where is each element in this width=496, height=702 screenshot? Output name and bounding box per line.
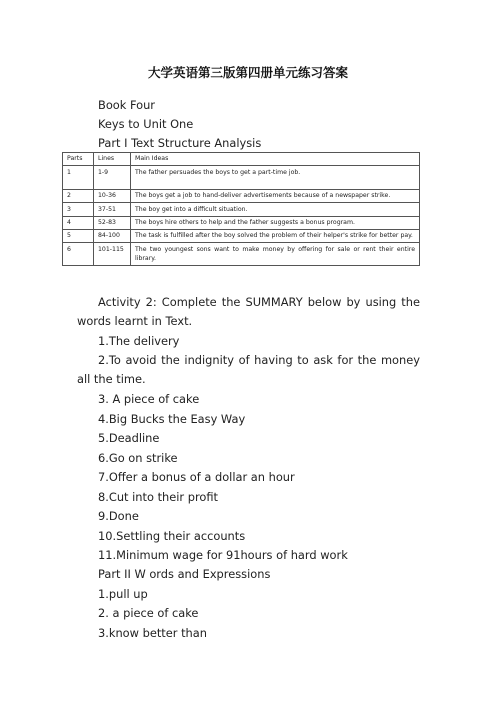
summary-item: 4.Big Bucks the Easy Way xyxy=(98,412,246,426)
summary-item: 5.Deadline xyxy=(98,431,160,445)
table-cell-lines: 84-100 xyxy=(94,229,131,242)
table-cell-lines: 101-115 xyxy=(94,243,131,266)
part1-heading: Part I Text Structure Analysis xyxy=(98,136,262,150)
summary-item: 8.Cut into their profit xyxy=(98,490,219,504)
part2-heading: Part II W ords and Expressions xyxy=(98,567,271,581)
table-cell-lines: 37-51 xyxy=(94,203,131,216)
table-cell-part: 1 xyxy=(63,166,94,190)
table-cell-part: 5 xyxy=(63,229,94,242)
summary-item: 10.Settling their accounts xyxy=(98,529,246,543)
summary-item: 1.The delivery xyxy=(98,334,180,348)
summary-item: 9.Done xyxy=(98,509,139,523)
table-cell-idea: The boys get a job to hand-deliver advertisements because of a newspaper strike. xyxy=(131,190,420,203)
table-header-row xyxy=(63,153,420,166)
table-row xyxy=(63,229,420,242)
table-row xyxy=(63,216,420,229)
book-heading: Book Four xyxy=(98,98,155,112)
table-cell-part: 4 xyxy=(63,216,94,229)
table-cell-lines: 52-83 xyxy=(94,216,131,229)
words-item: 1.pull up xyxy=(98,587,148,601)
header-parts: Parts xyxy=(63,153,94,166)
header-lines: Lines xyxy=(94,153,131,166)
summary-item: 2.To avoid the indignity of having to ask for the money all the time. xyxy=(77,353,420,386)
table-cell-idea: The boys hire others to help and the father suggests a bonus program. xyxy=(131,216,420,229)
table-cell-lines: 10-36 xyxy=(94,190,131,203)
table-cell-part: 6 xyxy=(63,243,94,266)
summary-item: 3. A piece of cake xyxy=(98,392,200,406)
unit-heading: Keys to Unit One xyxy=(98,117,194,131)
header-main-ideas: Main Ideas xyxy=(131,153,420,166)
table-cell-idea: The boy get into a difficult situation. xyxy=(131,203,420,216)
table-cell-lines: 1-9 xyxy=(94,166,131,190)
table-cell-part: 2 xyxy=(63,190,94,203)
activity2-instruction: Activity 2: Complete the SUMMARY below by using the words learnt in Text. xyxy=(77,295,420,328)
table-row xyxy=(63,243,420,266)
table-cell-idea: The task is fulfilled after the boy solved the problem of their helper's strike for better pay. xyxy=(131,229,420,242)
table-cell-part: 3 xyxy=(63,203,94,216)
table-cell-idea: The father persuades the boys to get a part-time job. xyxy=(131,166,420,190)
table-row xyxy=(63,203,420,216)
words-item: 2. a piece of cake xyxy=(98,606,199,620)
table-row xyxy=(63,190,420,203)
table-cell-idea: The two youngest sons want to make money by offering for sale or rent their entire library. xyxy=(131,243,420,266)
document-title: 大学英语第三版第四册单元练习答案 xyxy=(147,65,348,80)
summary-item: 6.Go on strike xyxy=(98,451,178,465)
summary-item: 7.Offer a bonus of a dollar an hour xyxy=(98,470,295,484)
text-structure-table xyxy=(62,152,420,266)
summary-item: 11.Minimum wage for 91hours of hard work xyxy=(98,548,348,562)
table-row xyxy=(63,166,420,190)
words-item: 3.know better than xyxy=(98,626,207,640)
